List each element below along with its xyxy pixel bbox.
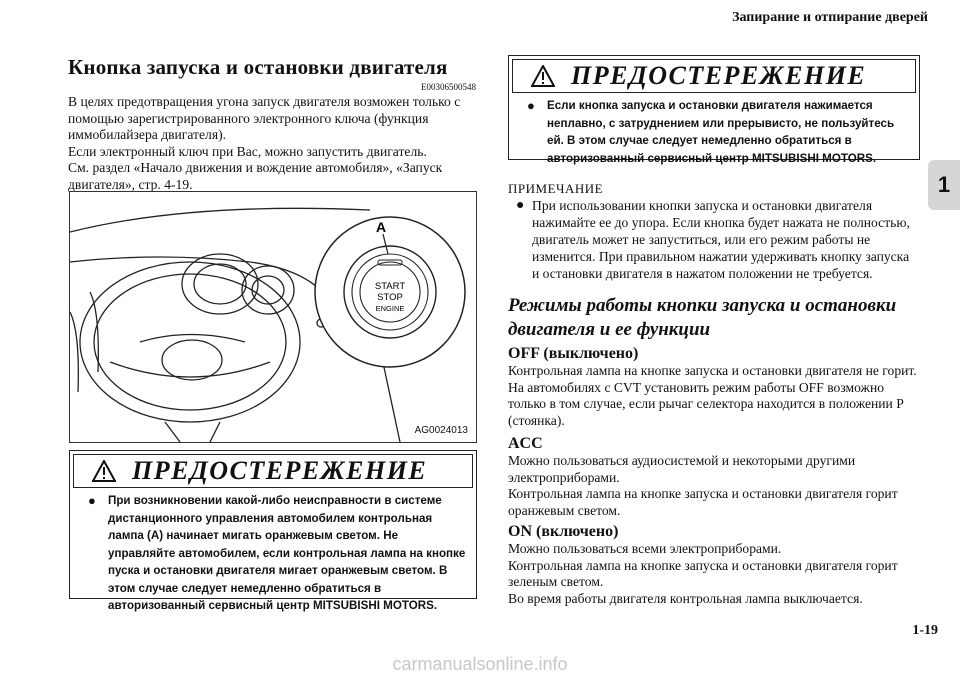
stop-label: STOP <box>377 292 403 303</box>
warning-header-left <box>73 454 473 488</box>
warning-body-left <box>70 488 476 615</box>
figure-code: AG0024013 <box>414 425 468 436</box>
page-title: Кнопка запуска и остановки двигателя <box>68 55 448 79</box>
warning-header-right <box>512 59 916 93</box>
acc-heading: ACC <box>508 435 543 452</box>
warning-box-left <box>69 450 477 612</box>
bullet-icon: ● <box>527 98 535 113</box>
warning-triangle-icon <box>531 65 555 87</box>
watermark: carmanualsonline.info <box>392 654 568 674</box>
note-block <box>508 181 918 282</box>
on-text-3: Во время работы двигателя контрольная лампа выключается. <box>508 590 863 606</box>
mode-acc <box>508 435 918 519</box>
chapter-header: Запирание и отпирание дверей <box>732 10 928 25</box>
warning-text-left: При возникновении какой-либо неисправности в системе дистанционного управления автомобилем контрольная лампа (A) начинает мигать оранжевым светом. Не управляйте автомобилем, если контрольная лампа на кнопке пуска и остановки двигателя мигает оранжевым светом. В этом случае следует немедленно обратиться в авторизованный сервисный центр MITSUBISHI MOTORS. <box>108 494 466 612</box>
intro-para-1: В целях предотвращения угона запуск двигателя возможен только с помощью зарегистрированного электронного ключа (функция иммобилайзера двигателя). <box>68 94 461 142</box>
section-code: E00306500548 <box>421 82 476 92</box>
acc-text-2: Контрольная лампа на кнопке запуска и остановки двигателя горит оранжевым светом. <box>508 486 898 518</box>
dashboard-illustration <box>69 191 477 443</box>
on-heading: ON (включено) <box>508 523 619 540</box>
bullet-icon: ● <box>88 493 96 508</box>
page-number: 1-19 <box>912 623 938 638</box>
mode-on <box>508 523 918 607</box>
on-text-2: Контрольная лампа на кнопке запуска и остановки двигателя горит зеленым светом. <box>508 557 898 589</box>
chapter-tab: 1 <box>928 160 960 210</box>
acc-text-1: Можно пользоваться аудиосистемой и некоторыми другими электроприборами. <box>508 453 856 485</box>
intro-text <box>68 94 478 193</box>
warning-heading-left: ПРЕДОСТЕРЕЖЕНИЕ <box>132 456 428 485</box>
warning-box-right <box>508 55 920 165</box>
dashboard-drawing <box>70 192 476 442</box>
section-title: Режимы работы кнопки запуска и остановки двигателя и ее функции <box>508 295 897 340</box>
note-label: ПРИМЕЧАНИЕ <box>508 181 604 196</box>
note-item <box>508 197 918 282</box>
on-text-1: Можно пользоваться всеми электроприборами. <box>508 541 782 556</box>
warning-text-right: Если кнопка запуска и остановки двигателя нажимается неплавно, с затруднением или прерывисто, не пользуйтесь ей. В этом случае следует немедленно обратиться в авторизованный сервисный центр MITSUBISHI MOTORS. <box>547 99 895 165</box>
warning-triangle-icon <box>92 460 116 482</box>
label-a: A <box>376 219 387 235</box>
intro-para-2: Если электронный ключ при Вас, можно запустить двигатель. <box>68 143 427 159</box>
intro-para-3: См. раздел «Начало движения и вождение автомобиля», «Запуск двигателя», стр. 4-19. <box>68 160 443 192</box>
start-label: START <box>374 281 406 292</box>
note-text: При использовании кнопки запуска и остановки двигателя нажимайте ее до упора. Если кнопка будет нажата не полностью, двигатель может не запуститься, или его режим работы не изменится. При правильном нажатии удерживать кнопку запуска и остановки двигателя в нажатом положении не требуется. <box>532 198 910 281</box>
engine-label: ENGINE <box>375 304 405 313</box>
warning-body-right <box>509 93 919 167</box>
off-heading: OFF (выключено) <box>508 345 639 362</box>
off-text: Контрольная лампа на кнопке запуска и остановки двигателя не горит. На автомобилях с CVT установить режим работы OFF возможно только в том случае, если рычаг селектора находится в положении P (стоянка). <box>508 363 917 428</box>
bullet-icon: ● <box>516 198 525 213</box>
mode-off <box>508 345 918 429</box>
warning-heading-right: ПРЕДОСТЕРЕЖЕНИЕ <box>571 61 867 90</box>
